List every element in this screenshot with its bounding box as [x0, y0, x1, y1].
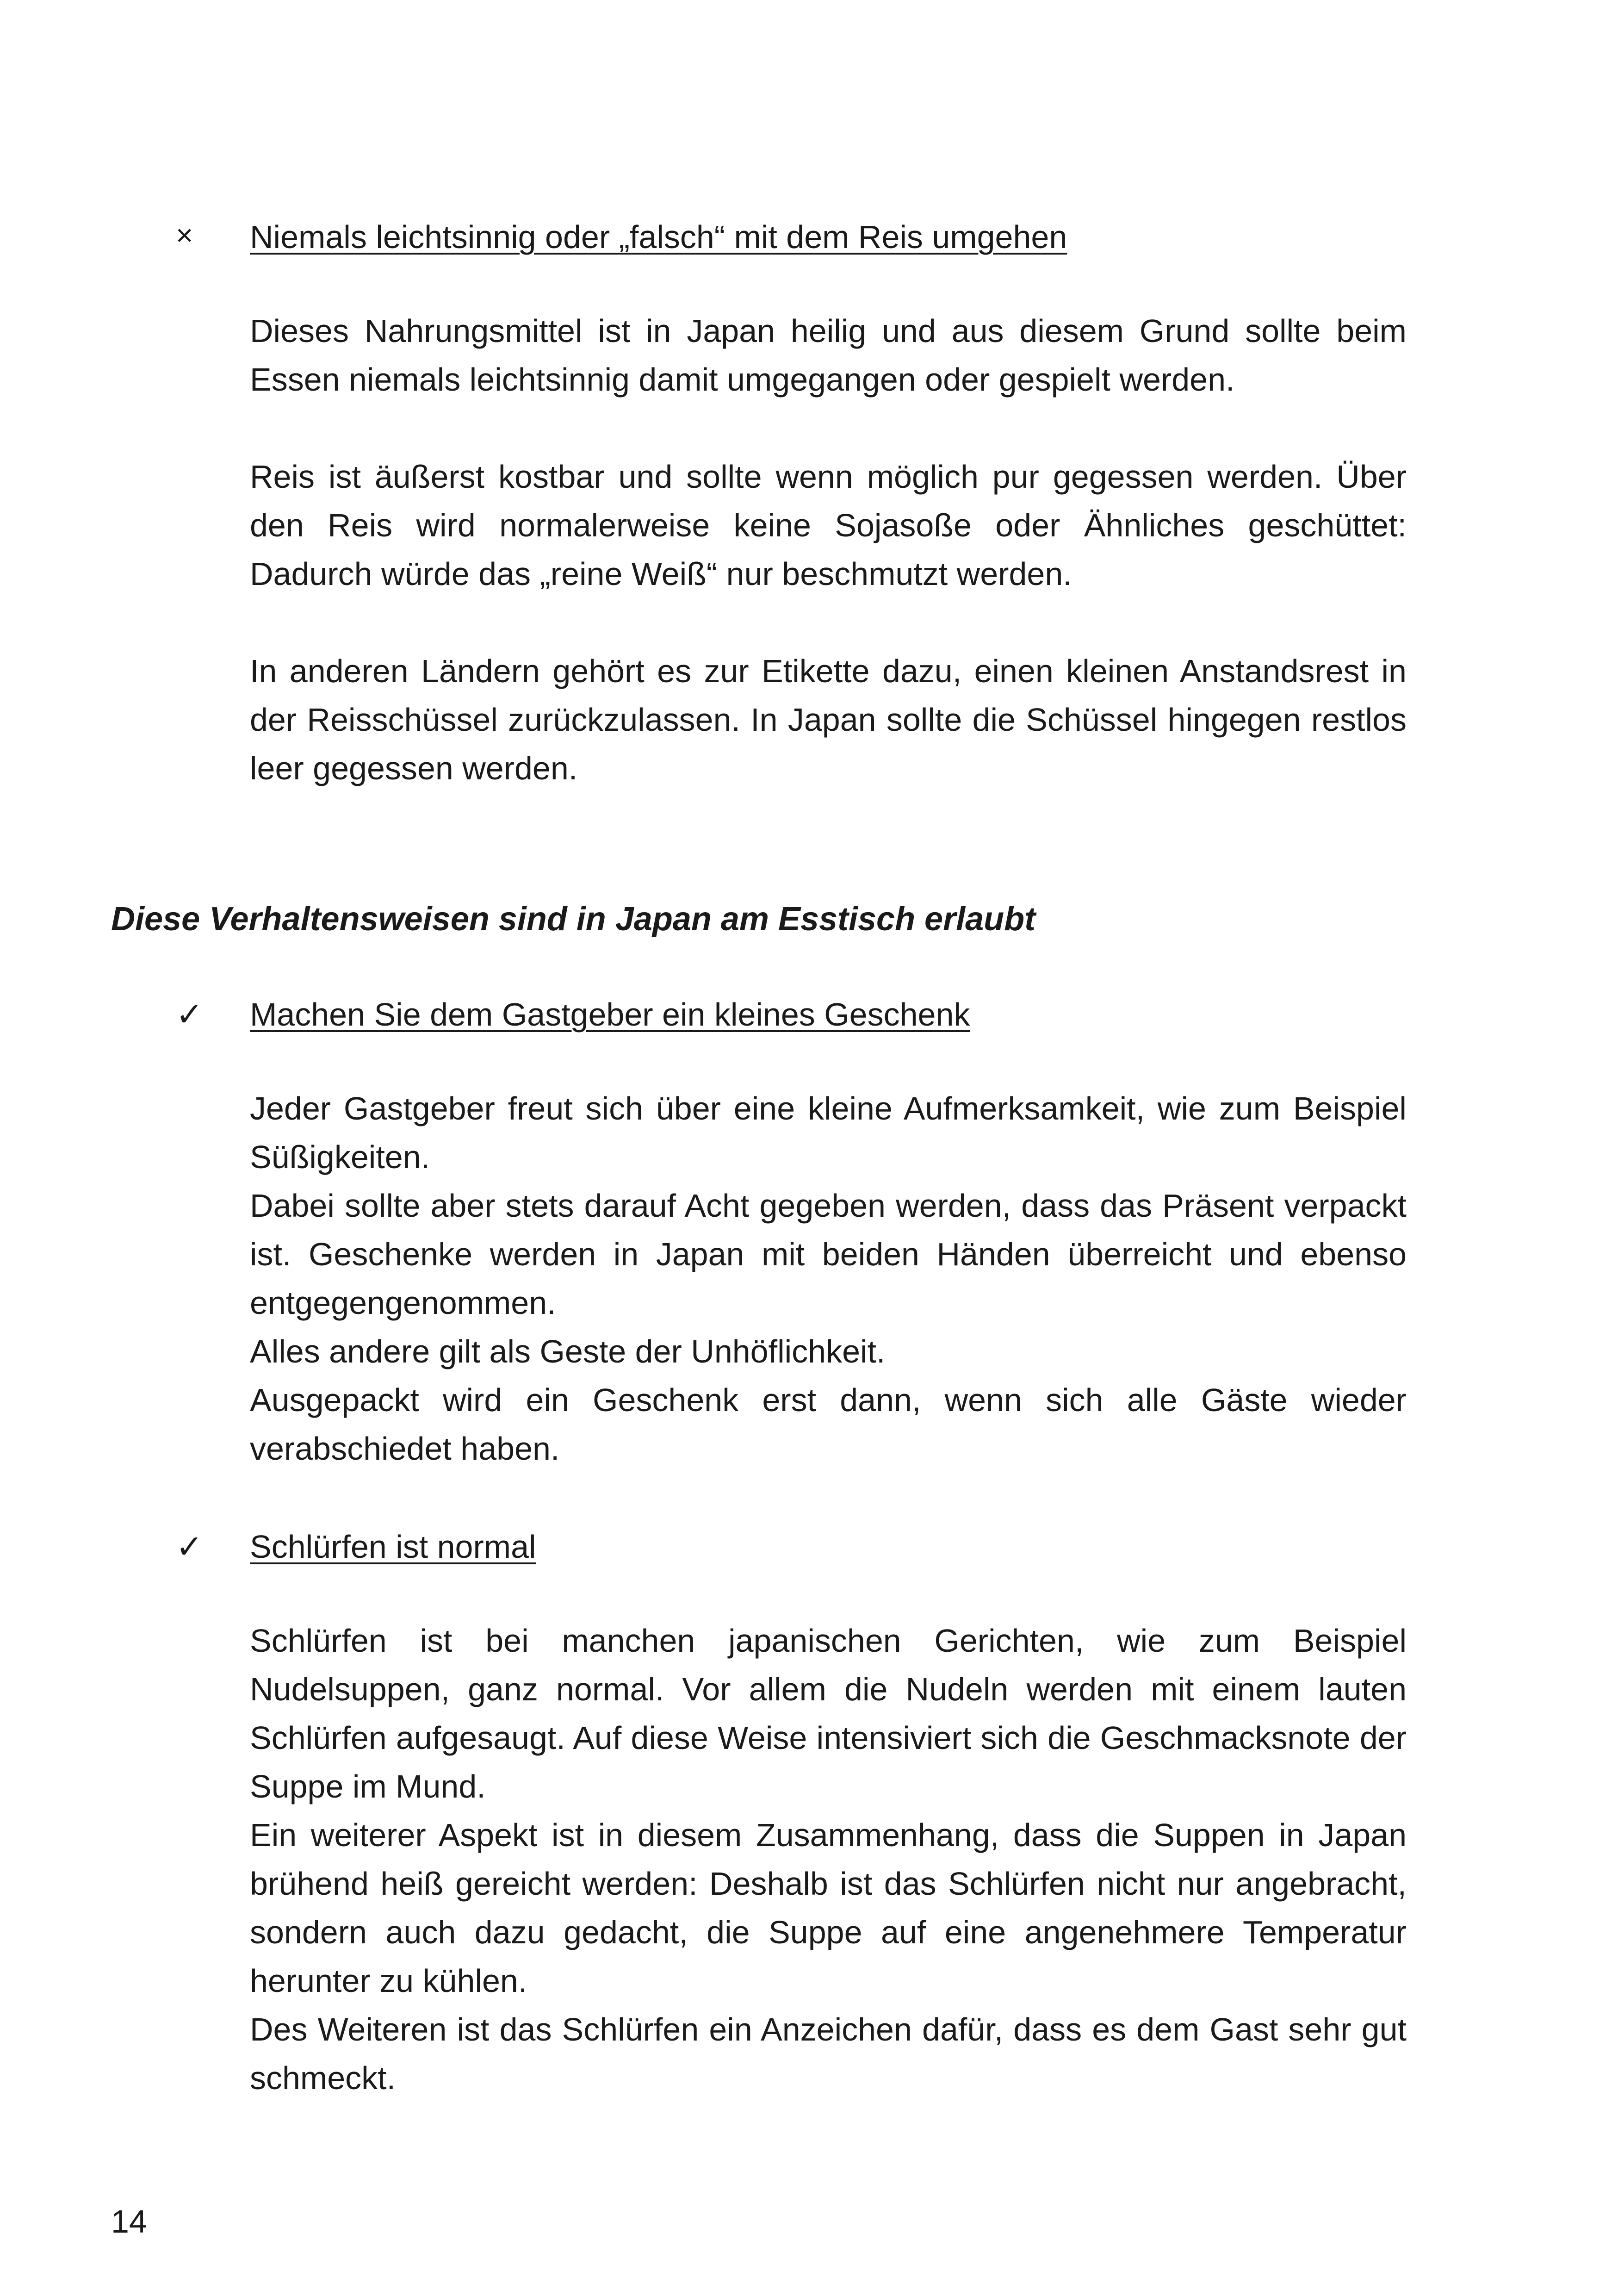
rule-item-heading [111, 1523, 1407, 1571]
section-heading: Diese Verhaltensweisen sind in Japan am Esstisch erlaubt [111, 901, 1036, 938]
rule-item-rice [111, 213, 1407, 793]
paragraph: Ausgepackt wird ein Geschenk erst dann, wenn sich alle Gäste wieder verabschiedet haben. [250, 1382, 1407, 1467]
paragraph: Dieses Nahrungsmittel ist in Japan heilig und aus diesem Grund sollte beim Essen niemals leichtsinnig damit umgegangen oder gespielt werden. [250, 313, 1407, 398]
rule-item-title: Niemals leichtsinnig oder „falsch“ mit dem Reis umgehen [250, 219, 1067, 255]
paragraph: Schlürfen ist bei manchen japanischen Gerichten, wie zum Beispiel Nudelsuppen, ganz normal. Vor allem die Nudeln werden mit einem lauten Schlürfen aufgesaugt. Auf diese Weise intensiviert sich die Geschmacksnote der Suppe im Mund. [250, 1623, 1407, 1804]
rule-item-heading [111, 990, 1407, 1039]
paragraph: Dabei sollte aber stets darauf Acht gegeben werden, dass das Präsent verpackt ist. Geschenke werden in Japan mit beiden Händen überreicht und ebenso entgegengenommen. [250, 1188, 1407, 1321]
rule-item-heading [111, 213, 1407, 261]
paragraph: Alles andere gilt als Geste der Unhöflichkeit. [250, 1333, 886, 1369]
rule-item-gift [111, 990, 1407, 1473]
paragraph: Reis ist äußerst kostbar und sollte wenn möglich pur gegessen werden. Über den Reis wird normalerweise keine Sojasoße oder Ähnliches geschüttet: Dadurch würde das „reine Weiß“ nur beschmutzt werden. [250, 459, 1407, 592]
paragraph: Jeder Gastgeber freut sich über eine kleine Aufmerksamkeit, wie zum Beispiel Süßigkeiten. [250, 1090, 1407, 1175]
checkmark-icon: ✓ [176, 1529, 203, 1565]
paragraph: Ein weiterer Aspekt ist in diesem Zusammenhang, dass die Suppen in Japan brühend heiß gereicht werden: Deshalb ist das Schlürfen nicht nur angebracht, sondern auch dazu gedacht, die Suppe auf eine angenehmere Temperatur herunter zu kühlen. [250, 1817, 1407, 1999]
checkmark-icon: ✓ [176, 996, 203, 1033]
rule-item-title: Schlürfen ist normal [250, 1529, 536, 1565]
rule-item-slurping [111, 1523, 1407, 2103]
cross-icon: × [176, 218, 193, 252]
rule-item-title: Machen Sie dem Gastgeber ein kleines Geschenk [250, 996, 970, 1033]
page-number: 14 [111, 2203, 147, 2240]
paragraph: In anderen Ländern gehört es zur Etikette dazu, einen kleinen Anstandsrest in der Reisschüssel zurückzulassen. In Japan sollte die Schüssel hingegen restlos leer gegessen werden. [250, 653, 1407, 786]
paragraph: Des Weiteren ist das Schlürfen ein Anzeichen dafür, dass es dem Gast sehr gut schmeckt. [250, 2011, 1407, 2096]
